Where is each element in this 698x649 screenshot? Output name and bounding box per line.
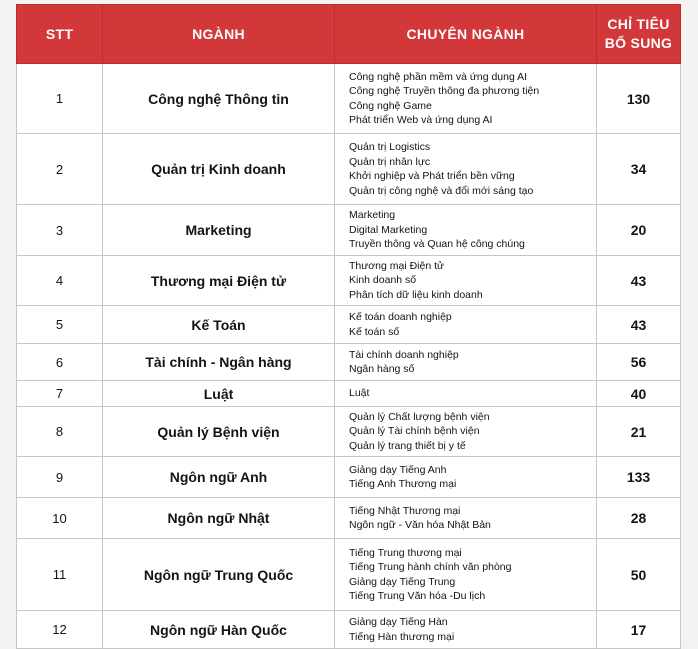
- header-chi-tieu: [597, 5, 681, 64]
- cell-chuyen-nganh: [335, 407, 597, 457]
- cell-chi-tieu: 28: [597, 498, 681, 539]
- chuyen-nganh-item: Tiếng Trung Văn hóa -Du lịch: [349, 590, 486, 602]
- cell-chi-tieu: 20: [597, 205, 681, 256]
- cell-stt: 5: [17, 306, 103, 344]
- cell-chi-tieu: 133: [597, 457, 681, 498]
- chuyen-nganh-item: Công nghệ Game: [349, 99, 432, 112]
- header-chuyen-nganh: CHUYÊN NGÀNH: [335, 5, 597, 64]
- cell-chi-tieu: 130: [597, 64, 681, 134]
- cell-chi-tieu: 43: [597, 306, 681, 344]
- chuyen-nganh-item: Khởi nghiệp và Phát triển bền vững: [349, 170, 515, 182]
- table-row: [17, 64, 681, 134]
- header-chi-tieu-line1: CHỈ TIÊU: [607, 16, 670, 32]
- cell-nganh: Quản trị Kinh doanh: [103, 134, 335, 205]
- cell-nganh: Ngôn ngữ Anh: [103, 457, 335, 498]
- chuyen-nganh-item: Công nghệ phần mềm và ứng dụng AI: [349, 70, 528, 83]
- table-row: [17, 611, 681, 649]
- chuyen-nganh-item: Phân tích dữ liệu kinh doanh: [349, 288, 483, 301]
- cell-chi-tieu: 56: [597, 344, 681, 381]
- cell-stt: 9: [17, 457, 103, 498]
- cell-nganh: Luật: [103, 381, 335, 407]
- header-stt: STT: [17, 5, 103, 64]
- table-row: [17, 539, 681, 611]
- cell-nganh: Tài chính - Ngân hàng: [103, 344, 335, 381]
- chuyen-nganh-item: Truyền thông và Quan hệ công chúng: [349, 238, 525, 251]
- chuyen-nganh-item: Quản trị công nghệ và đổi mới sáng tạo: [349, 184, 534, 197]
- cell-chuyen-nganh: [335, 344, 597, 381]
- table-body: [17, 64, 681, 649]
- cell-chuyen-nganh: [335, 611, 597, 649]
- cell-nganh: Thương mại Điện tử: [103, 256, 335, 306]
- cell-chi-tieu: 21: [597, 407, 681, 457]
- chuyen-nganh-item: Tiếng Trung hành chính văn phòng: [349, 561, 512, 573]
- cell-stt: 8: [17, 407, 103, 457]
- cell-stt: 2: [17, 134, 103, 205]
- cell-nganh: Quản lý Bệnh viện: [103, 407, 335, 457]
- cell-stt: 3: [17, 205, 103, 256]
- header-chi-tieu-line2: BỔ SUNG: [604, 35, 673, 51]
- table-row: [17, 134, 681, 205]
- table-row: [17, 498, 681, 539]
- cell-chi-tieu: 17: [597, 611, 681, 649]
- chuyen-nganh-item: Digital Marketing: [349, 223, 428, 236]
- table-row: [17, 344, 681, 381]
- chuyen-nganh-item: Ngôn ngữ - Văn hóa Nhật Bản: [349, 519, 491, 531]
- chuyen-nganh-item: Kinh doanh số: [349, 274, 417, 287]
- chuyen-nganh-item: Kế toán doanh nghiệp: [349, 311, 452, 323]
- cell-nganh: Marketing: [103, 205, 335, 256]
- cell-chuyen-nganh: [335, 498, 597, 539]
- chuyen-nganh-item: Tài chính doanh nghiệp: [349, 348, 459, 361]
- cell-chuyen-nganh: [335, 381, 597, 407]
- chuyen-nganh-item: Tiếng Hàn thương mại: [349, 630, 455, 643]
- cell-chuyen-nganh: [335, 205, 597, 256]
- cell-stt: 7: [17, 381, 103, 407]
- chuyen-nganh-item: Quản lý trang thiết bị y tế: [349, 439, 466, 452]
- cell-chi-tieu: 40: [597, 381, 681, 407]
- table-row: [17, 256, 681, 306]
- cell-stt: 1: [17, 64, 103, 134]
- chuyen-nganh-item: Tiếng Anh Thương mại: [349, 478, 457, 490]
- admissions-table: [16, 4, 681, 649]
- chuyen-nganh-item: Tiếng Trung thương mại: [349, 546, 462, 559]
- cell-nganh: Ngôn ngữ Trung Quốc: [103, 539, 335, 611]
- chuyen-nganh-item: Phát triển Web và ứng dụng AI: [349, 114, 493, 126]
- table-row: [17, 381, 681, 407]
- chuyen-nganh-item: Thương mại Điện tử: [349, 259, 445, 272]
- cell-stt: 11: [17, 539, 103, 611]
- chuyen-nganh-item: Giảng dạy Tiếng Trung: [349, 575, 456, 588]
- chuyen-nganh-item: Ngân hàng số: [349, 363, 415, 375]
- chuyen-nganh-item: Kế toán số: [349, 325, 400, 338]
- cell-chuyen-nganh: [335, 64, 597, 134]
- table-row: [17, 205, 681, 256]
- cell-stt: 4: [17, 256, 103, 306]
- cell-chuyen-nganh: [335, 539, 597, 611]
- cell-nganh: Ngôn ngữ Nhật: [103, 498, 335, 539]
- chuyen-nganh-item: Quản lý Tài chính bệnh viện: [349, 425, 480, 438]
- chuyen-nganh-item: Luật: [349, 387, 370, 400]
- header-nganh: NGÀNH: [103, 5, 335, 64]
- cell-stt: 12: [17, 611, 103, 649]
- cell-stt: 6: [17, 344, 103, 381]
- cell-chuyen-nganh: [335, 134, 597, 205]
- cell-chuyen-nganh: [335, 306, 597, 344]
- chuyen-nganh-item: Quản trị nhân lực: [349, 155, 431, 168]
- chuyen-nganh-item: Tiếng Nhật Thương mại: [349, 504, 461, 517]
- chuyen-nganh-item: Công nghệ Truyền thông đa phương tiện: [349, 85, 540, 97]
- chuyen-nganh-item: Marketing: [349, 209, 396, 222]
- table-row: [17, 407, 681, 457]
- chuyen-nganh-item: Giảng dạy Tiếng Hàn: [349, 616, 448, 628]
- cell-nganh: Công nghệ Thông tin: [103, 64, 335, 134]
- table-header-row: [17, 5, 681, 64]
- cell-chuyen-nganh: [335, 457, 597, 498]
- table-row: [17, 457, 681, 498]
- cell-chi-tieu: 34: [597, 134, 681, 205]
- chuyen-nganh-item: Giảng dạy Tiếng Anh: [349, 463, 447, 476]
- cell-nganh: Ngôn ngữ Hàn Quốc: [103, 611, 335, 649]
- cell-chuyen-nganh: [335, 256, 597, 306]
- cell-nganh: Kế Toán: [103, 306, 335, 344]
- cell-chi-tieu: 43: [597, 256, 681, 306]
- cell-stt: 10: [17, 498, 103, 539]
- chuyen-nganh-item: Quản lý Chất lượng bệnh viện: [349, 410, 490, 423]
- chuyen-nganh-item: Quản trị Logistics: [349, 141, 431, 153]
- table-row: [17, 306, 681, 344]
- cell-chi-tieu: 50: [597, 539, 681, 611]
